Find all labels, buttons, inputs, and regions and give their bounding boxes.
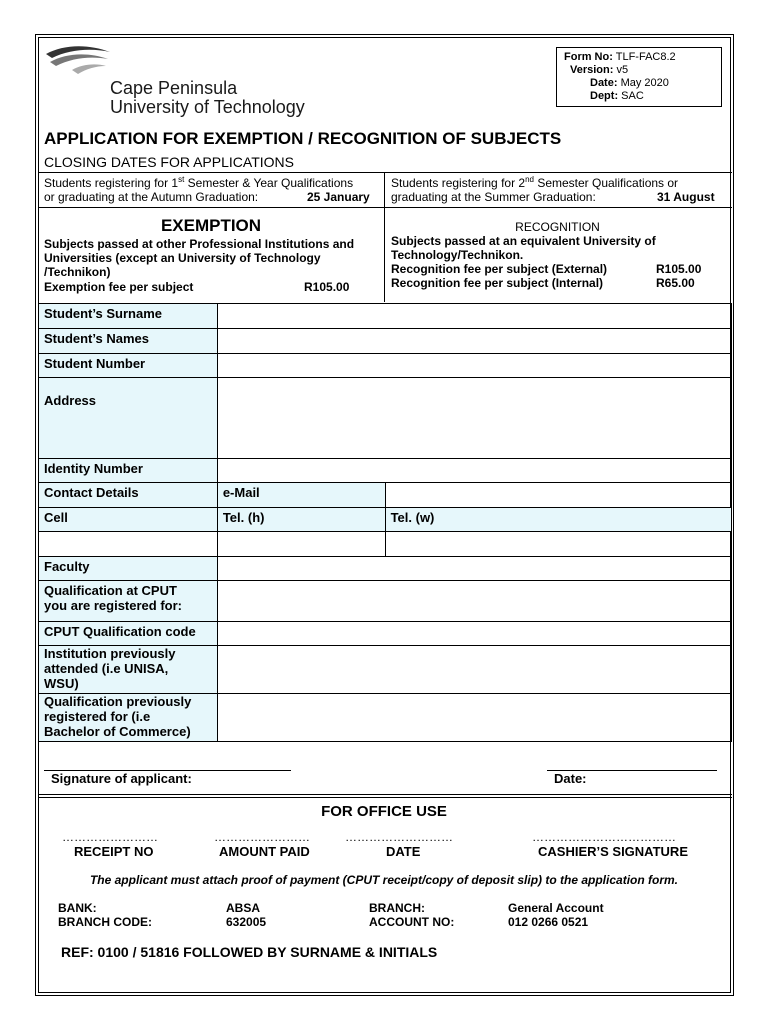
previous-qualification-field[interactable] — [217, 694, 731, 742]
page-title: APPLICATION FOR EXEMPTION / RECOGNITION OF SUBJECTS — [44, 129, 562, 148]
table-row — [39, 378, 732, 459]
email-field[interactable] — [385, 483, 731, 508]
recognition-line1: Subjects passed at an equivalent University of — [391, 234, 656, 248]
closing-dates-heading: CLOSING DATES FOR APPLICATIONS — [44, 154, 294, 170]
table-row — [39, 304, 732, 329]
address-label: Address — [39, 378, 218, 459]
office-use-title: FOR OFFICE USE — [321, 803, 447, 820]
recognition-fee-int-value: R65.00 — [656, 276, 695, 290]
cashier-dots: ……………………………… — [532, 830, 676, 844]
logo-line-1: Cape Peninsula — [110, 78, 238, 98]
date-row: Date: May 2020 — [590, 77, 669, 89]
branch-label: BRANCH: — [369, 901, 425, 915]
bank-label: BANK: — [58, 901, 97, 915]
identity-number-label: Identity Number — [39, 459, 218, 483]
account-no-label: ACCOUNT NO: — [369, 915, 455, 929]
qualification-code-label: CPUT Qualification code — [39, 622, 218, 646]
branch-value: General Account — [508, 901, 604, 915]
amount-paid-label: AMOUNT PAID — [219, 844, 310, 859]
table-row — [39, 646, 732, 694]
payment-reference: REF: 0100 / 51816 FOLLOWED BY SURNAME & INITIALS — [61, 944, 438, 960]
closing-left-line1: Students registering for 1st Semester & Year Qualifications — [44, 175, 354, 190]
logo-line-2: University of Technology — [110, 97, 305, 117]
institution-field[interactable] — [217, 646, 731, 694]
closing-left-date: 25 January — [307, 190, 370, 204]
tel-h-field[interactable] — [217, 532, 385, 557]
tel-w-label: Tel. (w) — [385, 508, 731, 532]
version-row: Version: v5 — [570, 64, 629, 76]
table-row — [39, 354, 732, 378]
form-no-row: Form No: TLF-FAC8.2 — [564, 51, 676, 63]
table-row — [39, 329, 732, 354]
tel-h-label: Tel. (h) — [217, 508, 385, 532]
recognition-heading: RECOGNITION — [515, 220, 600, 234]
form-info-box — [556, 47, 722, 107]
cput-logo — [44, 42, 304, 120]
exemption-fee-value: R105.00 — [304, 280, 350, 294]
names-label: Student’s Names — [39, 329, 218, 354]
table-row — [39, 622, 732, 646]
table-row — [39, 694, 732, 742]
table-row — [39, 483, 732, 508]
surname-label: Student’s Surname — [39, 304, 218, 329]
qualification-label: Qualification at CPUT you are registered for: — [39, 581, 218, 622]
table-row — [39, 557, 732, 581]
dept-row: Dept: SAC — [590, 90, 644, 102]
exemption-line3: /Technikon) — [44, 265, 111, 279]
surname-field[interactable] — [217, 304, 731, 329]
bank-value: ABSA — [226, 901, 261, 915]
cput-swoosh-icon — [44, 42, 114, 82]
names-field[interactable] — [217, 329, 731, 354]
table-row — [39, 581, 732, 622]
table-row — [39, 459, 732, 483]
student-number-field[interactable] — [217, 354, 731, 378]
amount-dots: …………………… — [214, 830, 310, 844]
identity-number-field[interactable] — [217, 459, 731, 483]
account-no-value: 012 0266 0521 — [508, 915, 589, 929]
qualification-field[interactable] — [217, 581, 731, 622]
recognition-fee-int-label: Recognition fee per subject (Internal) — [391, 276, 604, 290]
exemption-fee-label: Exemption fee per subject — [44, 280, 194, 294]
faculty-field[interactable] — [217, 557, 731, 581]
institution-label: Institution previously attended (i.e UNISA, WSU) — [39, 646, 218, 694]
exemption-line2: Universities (except an University of Technology — [44, 251, 321, 265]
closing-right-date: 31 August — [657, 190, 715, 204]
contact-details-label: Contact Details — [39, 483, 218, 508]
address-field[interactable] — [217, 378, 731, 459]
signature-date-label: Date: — [554, 771, 587, 786]
cell-field[interactable] — [39, 532, 218, 557]
tel-w-field[interactable] — [385, 532, 731, 557]
closing-right-line1: Students registering for 2nd Semester Qualifications or — [391, 175, 679, 190]
office-date-label: DATE — [386, 844, 421, 859]
applicant-signature-label: Signature of applicant: — [51, 771, 192, 786]
date-dots: ……………………… — [345, 830, 453, 844]
recognition-fee-ext-value: R105.00 — [656, 262, 702, 276]
cashier-signature-label: CASHIER’S SIGNATURE — [538, 844, 688, 859]
faculty-label: Faculty — [39, 557, 218, 581]
recognition-line2: Technology/Technikon. — [391, 248, 524, 262]
recognition-fee-ext-label: Recognition fee per subject (External) — [391, 262, 608, 276]
table-row — [39, 532, 732, 557]
cell-label: Cell — [39, 508, 218, 532]
student-details-table — [38, 303, 732, 742]
student-number-label: Student Number — [39, 354, 218, 378]
qualification-code-field[interactable] — [217, 622, 731, 646]
exemption-line1: Subjects passed at other Professional Institutions and — [44, 237, 355, 251]
table-row — [39, 508, 732, 532]
receipt-dots: …………………… — [62, 830, 158, 844]
branch-code-label: BRANCH CODE: — [58, 915, 152, 929]
exemption-heading: EXEMPTION — [160, 216, 262, 235]
branch-code-value: 632005 — [226, 915, 267, 929]
payment-proof-note: The applicant must attach proof of payment (CPUT receipt/copy of deposit slip) to the application form. — [89, 873, 679, 887]
closing-right-line2: graduating at the Summer Graduation: — [391, 190, 596, 204]
previous-qualification-label: Qualification previously registered for (i.e Bachelor of Commerce) — [39, 694, 218, 742]
closing-left-line2: or graduating at the Autumn Graduation: — [44, 190, 259, 204]
email-label: e-Mail — [217, 483, 385, 508]
receipt-no-label: RECEIPT NO — [74, 844, 154, 859]
